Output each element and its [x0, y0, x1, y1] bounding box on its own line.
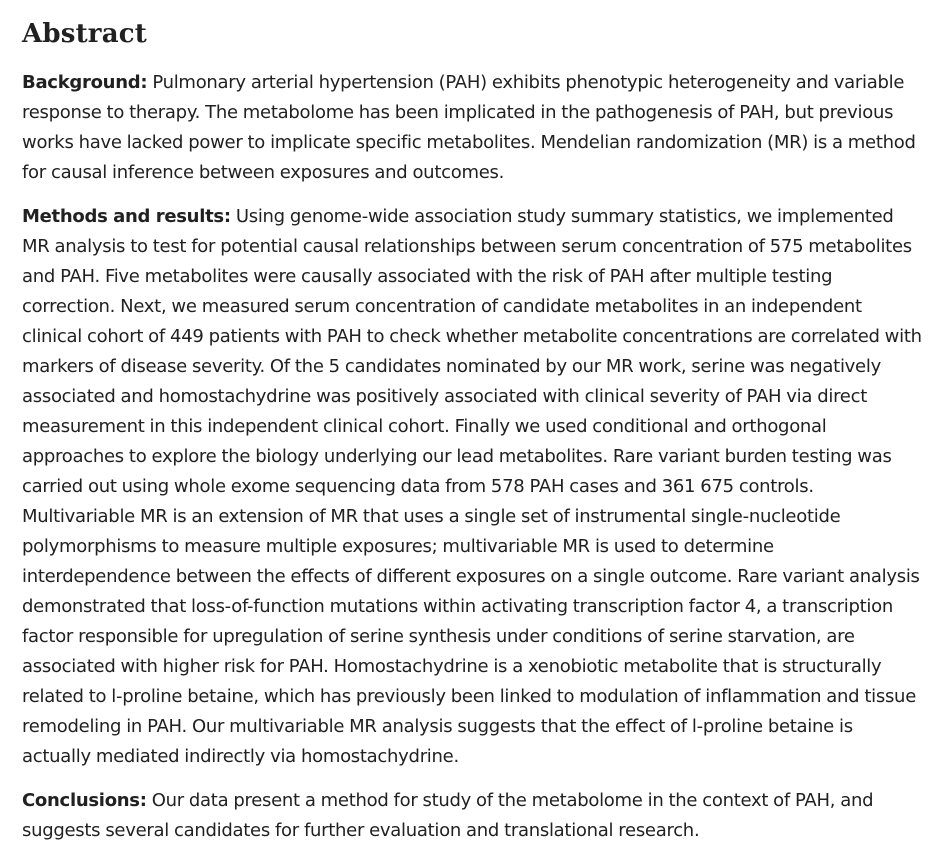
abstract-section — [22, 0, 922, 846]
background-text: Pulmonary arterial hypertension (PAH) exhibits phenotypic heterogeneity and variable response to therapy. The metabolome has been implicated in the pathogenesis of PAH, but previous works have lacked power to implicate specific metabolites. Mendelian randomization (MR) is a method for causal inference between exposures and outcomes. — [22, 72, 916, 183]
methods-results-label: Methods and results: — [22, 206, 231, 227]
methods-results-text: Using genome-wide association study summary statistics, we implemented MR analysis to test for potential causal relationships between serum concentration of 575 metabolites and PAH. Five metabolites were causally associated with the risk of PAH after multiple testing correction. Next, we measured serum concentration of candidate metabolites in an independent clinical cohort of 449 patients with PAH to check whether metabolite concentrations are correlated with markers of disease severity. Of the 5 candidates nominated by our MR work, serine was negatively associated and homostachydrine was positively associated with clinical severity of PAH via direct measurement in this independent clinical cohort. Finally we used conditional and orthogonal approaches to explore the biology underlying our lead metabolites. Rare variant burden testing was carried out using whole exome sequencing data from 578 PAH cases and 361 675 controls. Multivariable MR is an extension of MR that uses a single set of instrumental single-nucleotide polymorphisms to measure multiple exposures; multivariable MR is used to determine interdependence between the effects of different exposures on a single outcome. Rare variant analysis demonstrated that loss-of-function mutations within activating transcription factor 4, a transcription factor responsible for upregulation of serine synthesis under conditions of serine starvation, are associated with higher risk for PAH. Homostachydrine is a xenobiotic metabolite that is structurally related to l-proline betaine, which has previously been linked to modulation of inflammation and tissue remodeling in PAH. Our multivariable MR analysis suggests that the effect of l-proline betaine is actually mediated indirectly via homostachydrine. — [22, 206, 922, 767]
abstract-heading: Abstract — [22, 19, 147, 49]
conclusions-text: Our data present a method for study of the metabolome in the context of PAH, and suggests several candidates for further evaluation and translational research. — [22, 790, 874, 841]
background-label: Background: — [22, 72, 148, 93]
conclusions-label: Conclusions: — [22, 790, 147, 811]
methods-results-paragraph — [22, 202, 922, 772]
background-paragraph — [22, 68, 922, 188]
conclusions-paragraph — [22, 786, 922, 846]
